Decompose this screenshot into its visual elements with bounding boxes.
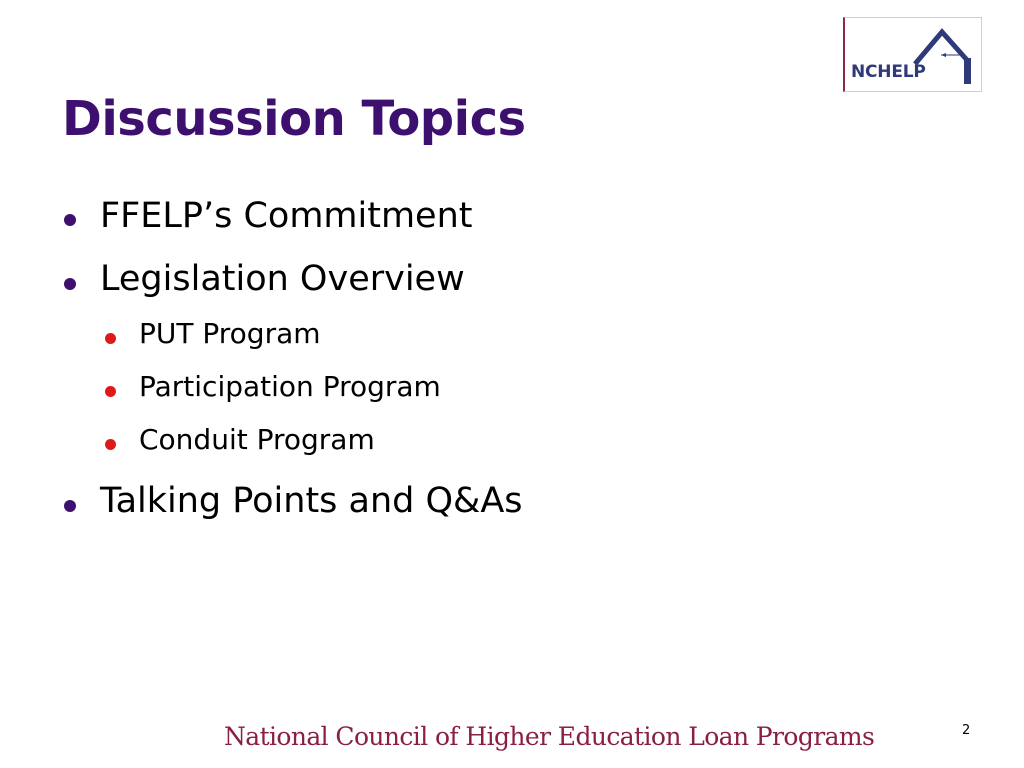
bullet-item: Legislation Overview <box>100 259 465 299</box>
sub-bullet-dot <box>105 386 116 397</box>
sub-bullet-dot <box>105 333 116 344</box>
sub-bullet-item: Conduit Program <box>139 423 375 456</box>
page-number: 2 <box>962 723 971 738</box>
bullet-dot <box>64 500 76 512</box>
bullet-dot <box>64 278 76 290</box>
bullet-item: Talking Points and Q&As <box>100 481 523 521</box>
bullet-item: FFELP’s Commitment <box>100 196 473 236</box>
slide-title: Discussion Topics <box>62 91 526 147</box>
bullet-dot <box>64 214 76 226</box>
logo-text: NCHELP <box>851 62 926 82</box>
sub-bullet-dot <box>105 439 116 450</box>
sub-bullet-item: Participation Program <box>139 370 441 403</box>
nchelp-logo <box>843 17 982 92</box>
sub-bullet-item: PUT Program <box>139 317 321 350</box>
footer-organization: National Council of Higher Education Loan Programs <box>224 722 875 751</box>
